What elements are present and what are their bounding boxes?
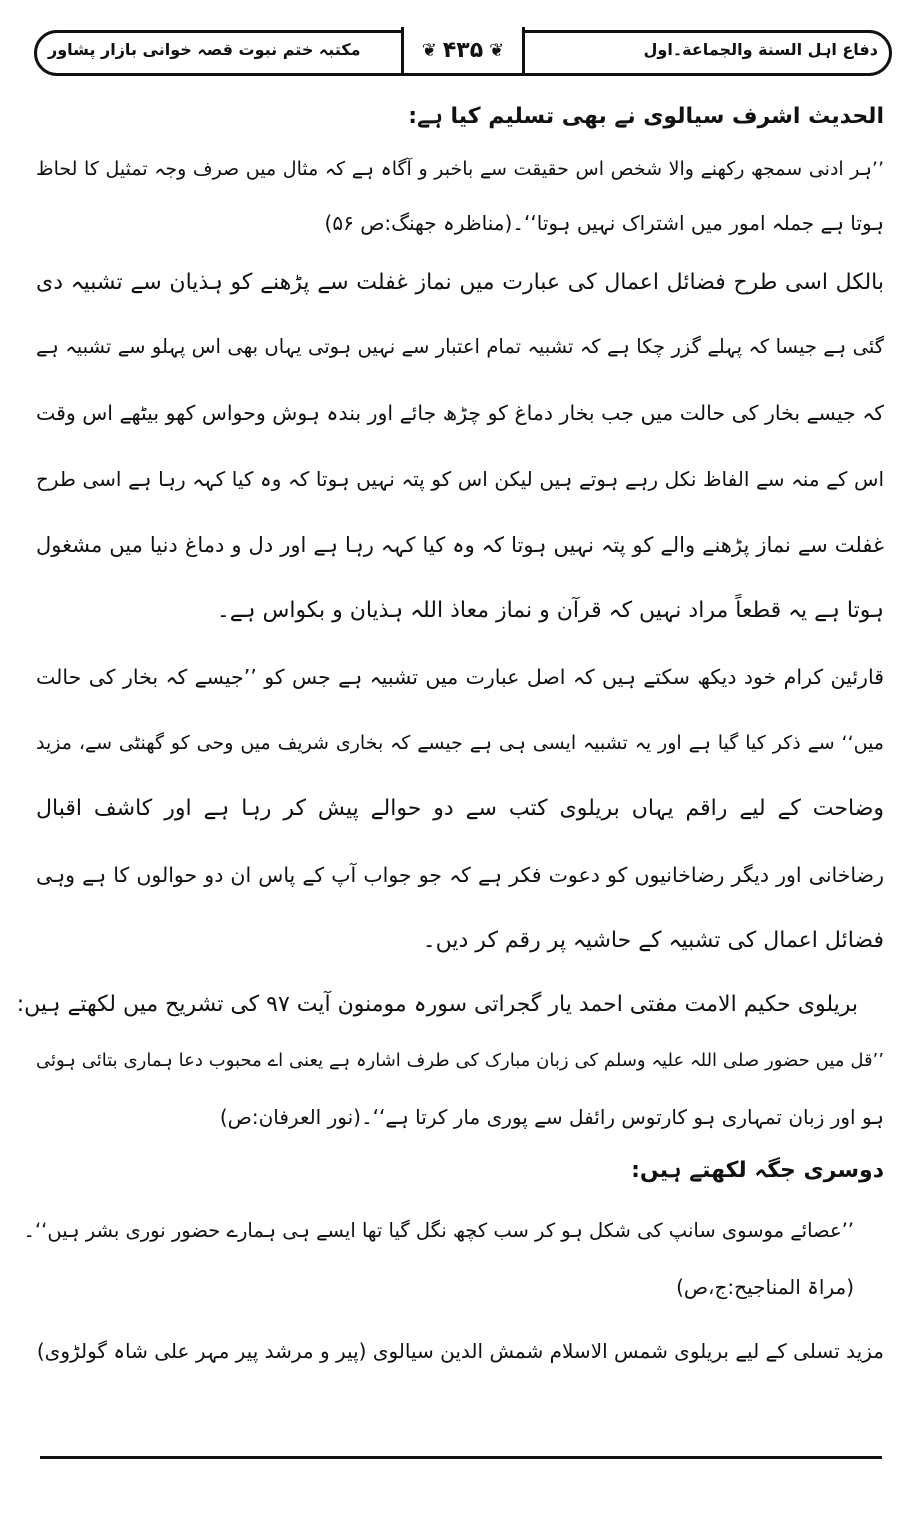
text-line: دوسری جگہ لکھتے ہیں: <box>631 1158 884 1183</box>
text-line: بریلوی حکیم الامت مفتی احمد یار گجراتی سورہ مومنون آیت ۹۷ کی تشریح میں لکھتے ہیں: <box>16 992 858 1017</box>
text-line: فضائل اعمال کی تشبیہ کے حاشیہ پر رقم کر دیں۔ <box>422 928 884 953</box>
text-line: مزید تسلی کے لیے بریلوی شمس الاسلام شمش الدین سیالوی (پیر و مرشد پیر مہر علی شاہ گولڑوی) <box>36 1339 884 1363</box>
quote-line: ’’عصائے موسوی سانپ کی شکل ہو کر سب کچھ نگل گیا تھا ایسے ہی ہمارے حضور نوری بشر ہیں‘‘۔ <box>23 1219 854 1242</box>
page-number: ۴۳۵ <box>442 37 484 63</box>
text-line: وضاحت کے لیے راقم یہاں بریلوی کتب سے دو حوالے پیش کر رہا ہے اور کاشف اقبال <box>36 796 884 821</box>
footer-rule <box>40 1456 882 1459</box>
page-header <box>34 30 892 76</box>
text-line: بالکل اسی طرح فضائل اعمال کی عبارت میں نماز غفلت سے پڑھنے کو ہذیان سے تشبیہ دی <box>36 270 884 295</box>
text-line: قارئین کرام خود دیکھ سکتے ہیں کہ اصل عبارت میں تشبیہ ہے جس کو ’’جیسے کہ بخار کی حالت <box>36 665 884 689</box>
quote-line: ہو اور زبان تمہاری ہو کارتوس رائفل سے پوری مار کرتا ہے‘‘۔(نور العرفان:ص) <box>219 1105 884 1129</box>
text-line: اس کے منہ سے الفاظ نکل رہے ہوتے ہیں لیکن اس کو پتہ نہیں ہوتا کہ وہ کیا کہہ رہا ہے اسی طرح <box>36 467 884 491</box>
quote-line: ہوتا ہے جملہ امور میں اشتراک نہیں ہوتا‘‘۔(مناظرہ جھنگ:ص ۵۶) <box>324 211 884 235</box>
text-line: میں‘‘ سے ذکر کیا گیا ہے اور یہ تشبیہ ایسی ہی ہے جیسے کہ بخاری شریف میں وحی کو گھنٹی سے، مزید <box>36 732 884 754</box>
text-line: الحدیث اشرف سیالوی نے بھی تسلیم کیا ہے: <box>408 104 884 129</box>
text-line: رضاخانی اور دیگر رضاخانیوں کو دعوت فکر ہے کہ جو جواب آپ کے پاس ان دو حوالوں کا ہے وہی <box>36 863 884 887</box>
text-line: غفلت سے نماز پڑھنے والے کو پتہ نہیں ہوتا کہ وہ کیا کہہ رہا ہے اور دل و دماغ دنیا میں مشغول <box>36 533 884 557</box>
page-number-box <box>401 27 525 73</box>
book-title: دفاع اہل السنة والجماعة۔اول <box>643 40 878 59</box>
publisher-title: مکتبہ ختم نبوت قصہ خوانی بازار پشاور <box>48 40 361 59</box>
text-line: کہ جیسے بخار کی حالت میں جب بخار دماغ کو چڑھ جائے اور بندہ ہوش وحواس کھو بیٹھے اس وقت <box>35 401 884 425</box>
text-line: ہوتا ہے یہ قطعاً مراد نہیں کہ قرآن و نماز معاذ اللہ ہذیان و بکواس ہے۔ <box>216 598 884 623</box>
reference-line: (مراۃ المناجیح:ج،ص) <box>676 1275 854 1299</box>
ornament-icon: ❦ <box>489 39 505 61</box>
quote-line: ’’ہر ادنی سمجھ رکھنے والا شخص اس حقیقت سے باخبر و آگاہ ہے کہ مثال میں صرف وجہ تمثیل کا لحاظ <box>36 158 884 180</box>
quote-line: ’’قل میں حضور صلی اللہ علیہ وسلم کی زبان مبارک کی طرف اشارہ ہے یعنی اے محبوب دعا ہماری بتائی ہوئی <box>36 1050 884 1071</box>
ornament-icon: ❦ <box>421 39 437 61</box>
text-line: گئی ہے جیسا کہ پہلے گزر چکا ہے کہ تشبیہ تمام اعتبار سے نہیں ہوتی یہاں بھی اس پہلو سے تشبیہ ہے <box>36 335 884 358</box>
